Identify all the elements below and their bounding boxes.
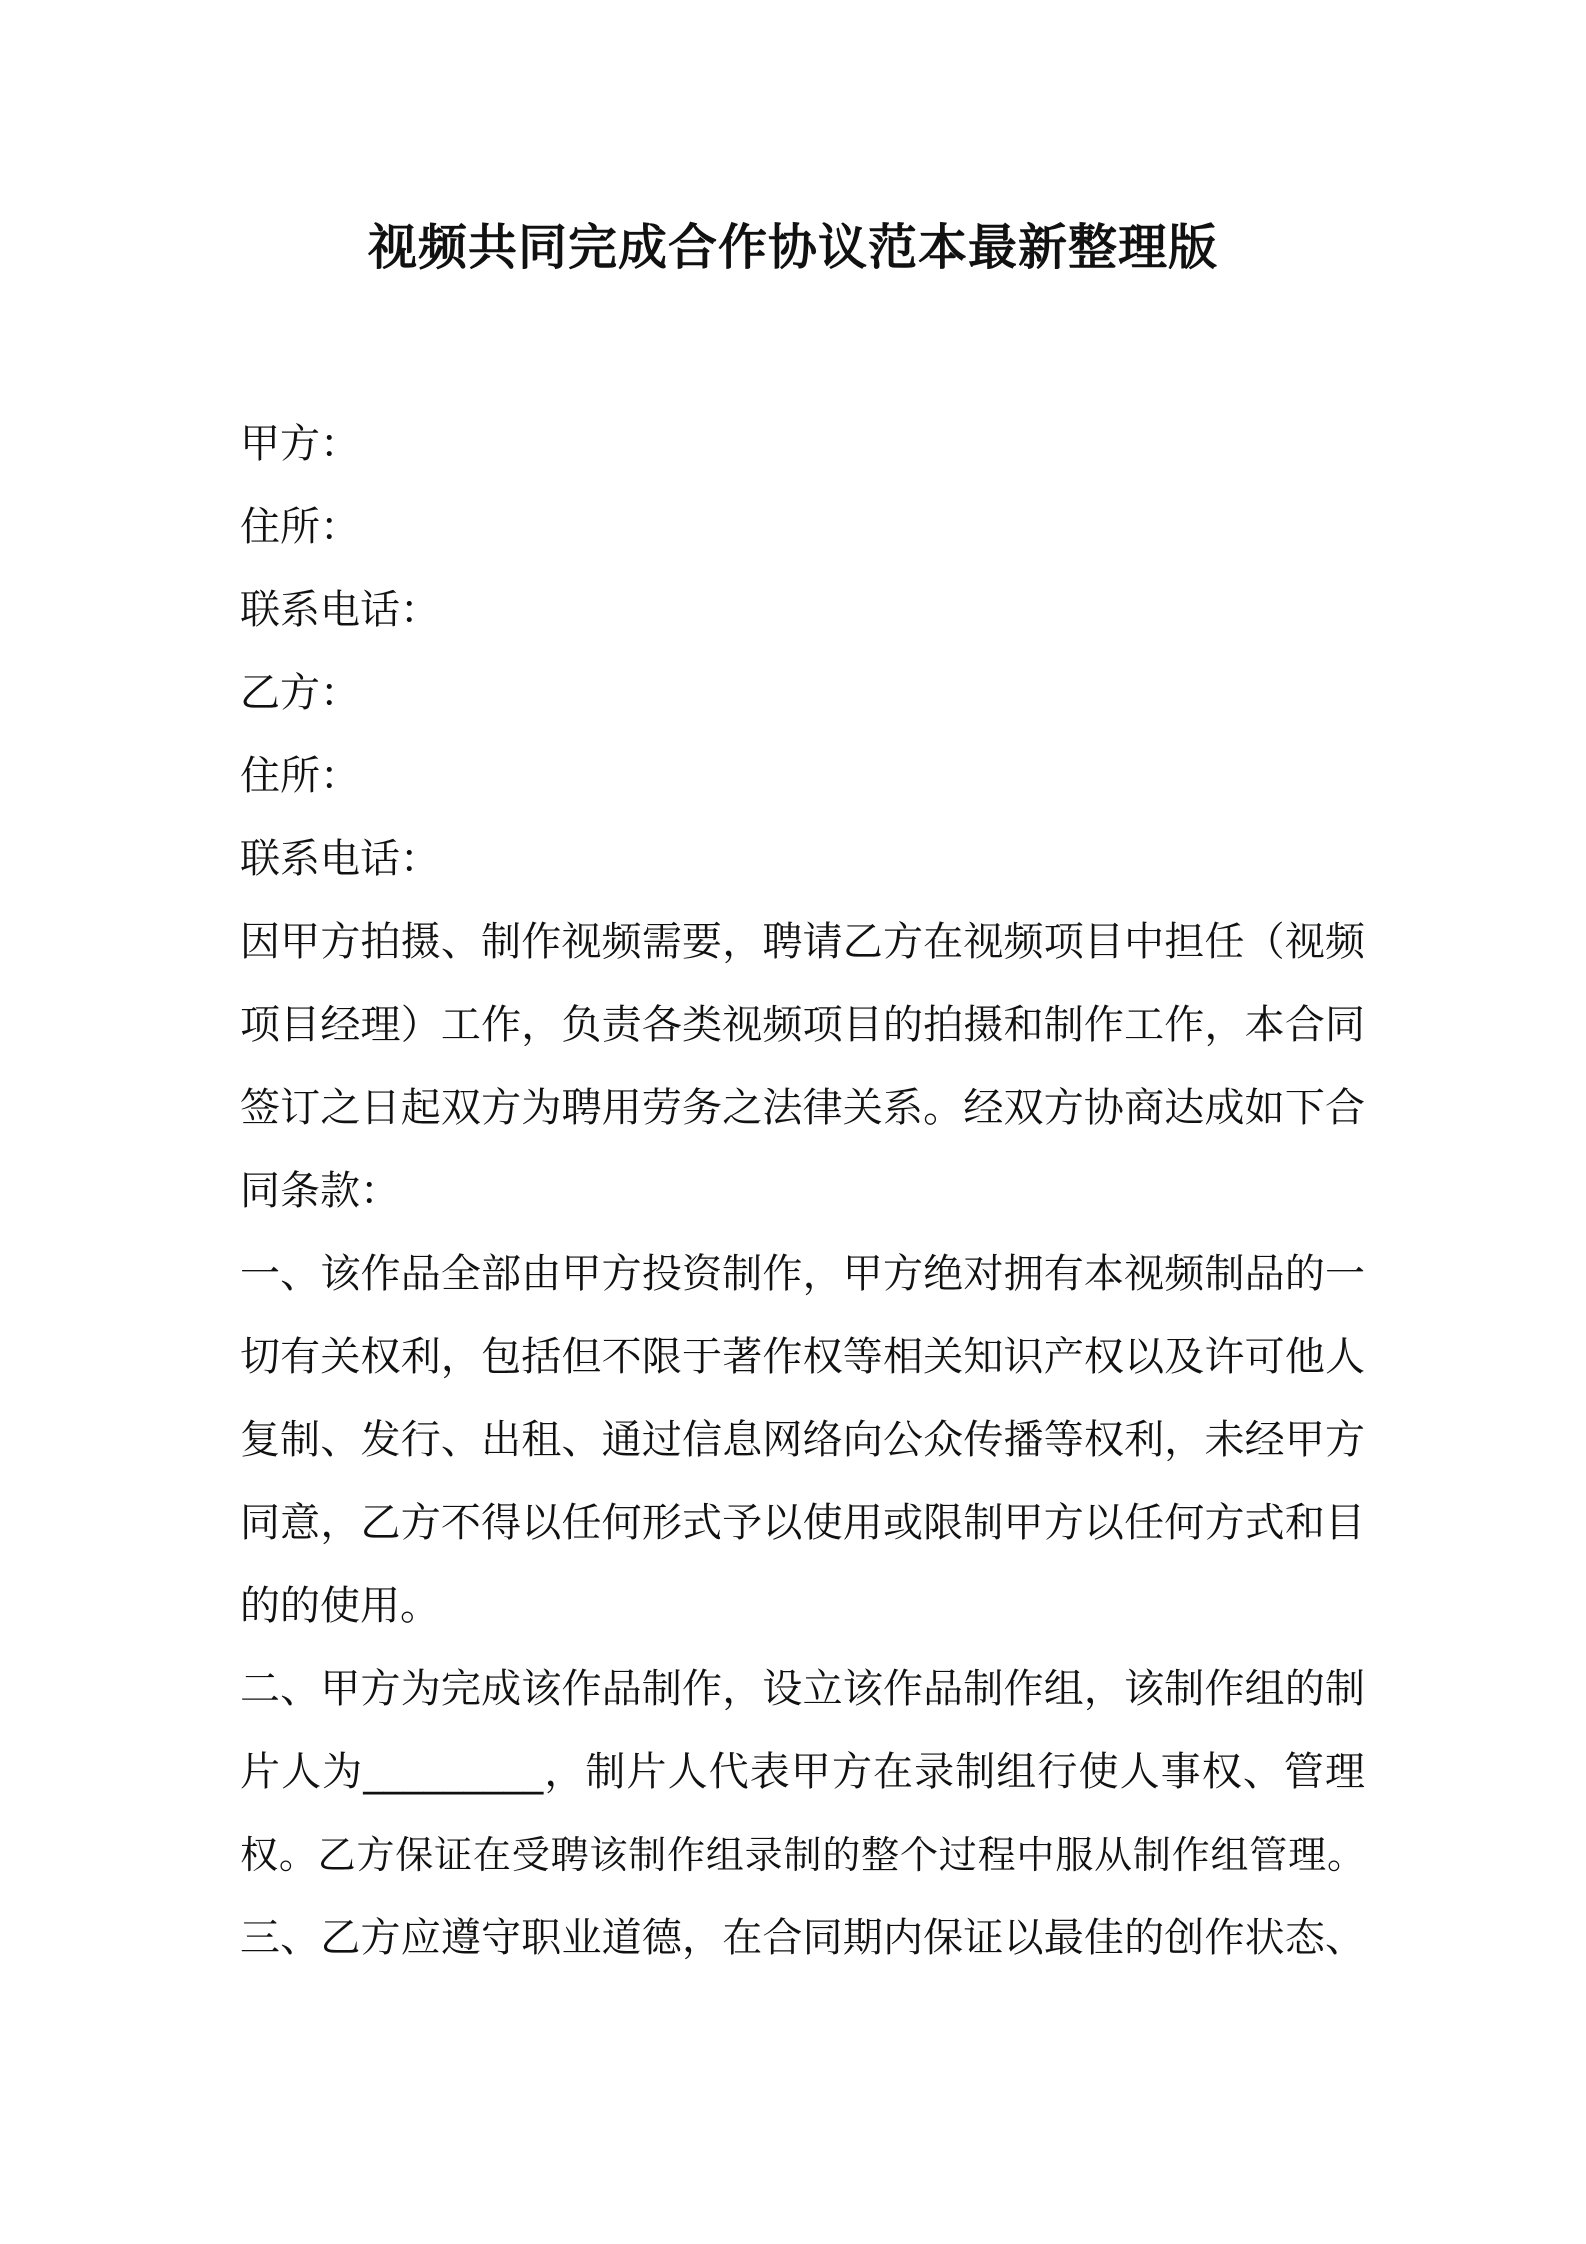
party-b-address-label: 住所： (240, 753, 360, 799)
clause-1-line: 切有关权利，包括但不限于著作权等相关知识产权以及许可他人 (240, 1334, 1365, 1380)
document-body (240, 403, 1365, 1980)
preamble-line: 因甲方拍摄、制作视频需要，聘请乙方在视频项目中担任（视频 (240, 919, 1365, 965)
preamble-line: 签订之日起双方为聘用劳务之法律关系。经双方协商达成如下合 (240, 1085, 1365, 1131)
party-a-phone-label: 联系电话： (240, 587, 440, 633)
clause-1-line: 一、该作品全部由甲方投资制作，甲方绝对拥有本视频制品的一 (240, 1251, 1365, 1297)
clause-2-line: 权。乙方保证在受聘该制作组录制的整个过程中服从制作组管理。 (240, 1833, 1365, 1877)
party-b-phone-label: 联系电话： (240, 836, 440, 882)
clause-1-line: 同意，乙方不得以任何形式予以使用或限制甲方以任何方式和目 (240, 1500, 1365, 1546)
clause-2-line: 二、甲方为完成该作品制作，设立该作品制作组，该制作组的制 (240, 1666, 1365, 1712)
clause-1-line: 复制、发行、出租、通过信息网络向公众传播等权利，未经甲方 (240, 1417, 1365, 1463)
party-b-label: 乙方： (240, 670, 360, 716)
clause-3-line: 三、乙方应遵守职业道德，在合同期内保证以最佳的创作状态、 (240, 1915, 1365, 1961)
preamble-line: 项目经理）工作，负责各类视频项目的拍摄和制作工作，本合同 (240, 1002, 1365, 1048)
preamble-line: 同条款： (240, 1168, 400, 1214)
clause-1-line: 的的使用。 (240, 1583, 440, 1629)
party-a-address-label: 住所： (240, 504, 360, 550)
document-title: 视频共同完成合作协议范本最新整理版 (367, 219, 1218, 276)
clause-2-line: 片人为_________，制片人代表甲方在录制组行使人事权、管理 (240, 1749, 1365, 1795)
party-a-label: 甲方： (240, 421, 360, 467)
